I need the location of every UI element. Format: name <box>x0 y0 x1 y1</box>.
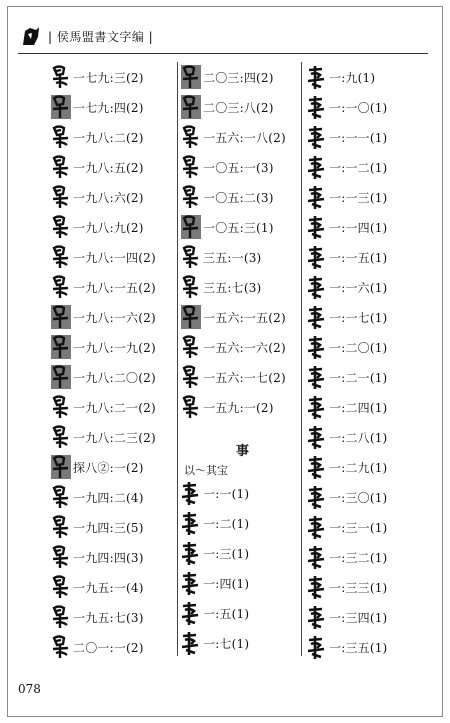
character-glyph-icon <box>306 604 328 630</box>
book-logo-icon <box>20 25 42 47</box>
index-entry <box>180 538 249 568</box>
character-glyph-icon <box>180 64 202 90</box>
source-reference: 一:三五(1) <box>329 640 388 655</box>
source-reference: 一:二四(1) <box>329 400 388 415</box>
source-reference: 一:一六(1) <box>329 280 388 295</box>
source-reference: 一九五:七(3) <box>73 610 144 625</box>
page-header <box>20 26 153 46</box>
source-reference: 一:二(1) <box>203 516 250 531</box>
index-entry <box>306 572 387 602</box>
index-entry <box>180 598 249 628</box>
character-glyph-icon <box>180 184 202 210</box>
index-entry <box>50 332 156 362</box>
character-glyph-icon <box>306 154 328 180</box>
index-entry <box>180 302 286 332</box>
index-entry <box>50 392 156 422</box>
character-glyph-icon <box>50 634 72 660</box>
source-reference: 一九四:三(5) <box>73 520 144 535</box>
index-entry <box>180 92 274 122</box>
character-glyph-icon <box>306 94 328 120</box>
character-glyph-icon <box>306 304 328 330</box>
character-glyph-icon <box>50 454 72 480</box>
index-entry <box>306 332 387 362</box>
character-glyph-icon <box>50 514 72 540</box>
column-divider <box>177 62 178 656</box>
character-glyph-icon <box>50 154 72 180</box>
index-entry <box>50 62 144 92</box>
source-reference: 一:一(1) <box>203 486 250 501</box>
index-entry <box>180 508 249 538</box>
index-entry <box>50 572 144 602</box>
source-reference: 一九八:二〇(2) <box>73 370 156 385</box>
index-entry <box>50 302 156 332</box>
source-reference: 一:一一(1) <box>329 130 388 145</box>
source-reference: 一:三(1) <box>203 546 250 561</box>
source-reference: 一九八:六(2) <box>73 190 144 205</box>
character-heading: 事 <box>236 444 250 459</box>
source-reference: 二〇三:八(2) <box>203 100 274 115</box>
character-glyph-icon <box>180 334 202 360</box>
source-reference: 一九八:一九(2) <box>73 340 156 355</box>
character-glyph-icon <box>306 454 328 480</box>
source-reference: 一:一二(1) <box>329 160 388 175</box>
index-entry <box>306 512 387 542</box>
character-glyph-icon <box>50 94 72 120</box>
page-number: 078 <box>18 682 41 696</box>
index-entry <box>180 152 274 182</box>
index-entry <box>306 272 387 302</box>
source-reference: 一九八:五(2) <box>73 160 144 175</box>
index-entry <box>306 632 387 662</box>
character-glyph-icon <box>306 514 328 540</box>
index-entry <box>50 452 144 482</box>
index-entry <box>50 422 156 452</box>
source-reference: 一五九:一(2) <box>203 400 274 415</box>
index-entry <box>50 272 156 302</box>
source-reference: 一五六:一五(2) <box>203 310 286 325</box>
source-reference: 一九八:二三(2) <box>73 430 156 445</box>
source-reference: 一:五(1) <box>203 606 250 621</box>
index-entry <box>180 392 274 422</box>
source-reference: 三五:一(3) <box>203 250 262 265</box>
source-reference: 一:七(1) <box>203 636 250 651</box>
index-entry <box>306 302 387 332</box>
source-reference: 一:一五(1) <box>329 250 388 265</box>
character-glyph-icon <box>180 570 202 596</box>
source-reference: 一九四:四(3) <box>73 550 144 565</box>
character-glyph-icon <box>180 510 202 536</box>
source-reference: 探八②:一(2) <box>73 460 144 475</box>
character-glyph-icon <box>50 394 72 420</box>
index-entry <box>306 182 387 212</box>
character-glyph-icon <box>306 124 328 150</box>
character-glyph-icon <box>180 364 202 390</box>
character-glyph-icon <box>50 424 72 450</box>
index-entry <box>50 152 144 182</box>
index-entry <box>50 122 144 152</box>
column-divider <box>301 62 302 656</box>
source-reference: 一:三三(1) <box>329 580 388 595</box>
character-glyph-icon <box>180 480 202 506</box>
character-glyph-icon <box>50 484 72 510</box>
character-glyph-icon <box>50 214 72 240</box>
index-entry <box>306 92 387 122</box>
source-reference: 一:二〇(1) <box>329 340 388 355</box>
character-glyph-icon <box>50 574 72 600</box>
index-entry <box>50 182 144 212</box>
character-glyph-icon <box>50 544 72 570</box>
character-glyph-icon <box>306 634 328 660</box>
index-entry <box>180 182 274 212</box>
source-reference: 一:二九(1) <box>329 460 388 475</box>
index-entry <box>50 212 144 242</box>
index-entry <box>306 62 375 92</box>
index-entry <box>180 568 249 598</box>
source-reference: 一:三四(1) <box>329 610 388 625</box>
character-glyph-icon <box>306 64 328 90</box>
source-reference: 一:三二(1) <box>329 550 388 565</box>
index-entry <box>180 122 286 152</box>
source-reference: 一九八:九(2) <box>73 220 144 235</box>
character-glyph-icon <box>306 424 328 450</box>
character-glyph-icon <box>180 304 202 330</box>
source-reference: 一:四(1) <box>203 576 250 591</box>
source-reference: 一:三〇(1) <box>329 490 388 505</box>
index-entry <box>50 242 156 272</box>
source-reference: 一〇五:一(3) <box>203 160 274 175</box>
character-glyph-icon <box>50 184 72 210</box>
index-entry <box>306 212 387 242</box>
source-reference: 一:一四(1) <box>329 220 388 235</box>
source-reference: 一九八:一五(2) <box>73 280 156 295</box>
character-glyph-icon <box>306 544 328 570</box>
character-glyph-icon <box>180 94 202 120</box>
index-entry <box>180 478 249 508</box>
usage-subheading: 以～其宝 <box>184 464 228 477</box>
index-entry <box>306 452 387 482</box>
source-reference: 一:三一(1) <box>329 520 388 535</box>
source-reference: 一九八:二(2) <box>73 130 144 145</box>
index-entry <box>306 362 387 392</box>
index-entry <box>50 362 156 392</box>
character-glyph-icon <box>180 540 202 566</box>
character-glyph-icon <box>50 124 72 150</box>
source-reference: 一:一〇(1) <box>329 100 388 115</box>
source-reference: 一九四:二(4) <box>73 490 144 505</box>
source-reference: 一五六:一六(2) <box>203 340 286 355</box>
index-entry <box>306 602 387 632</box>
character-glyph-icon <box>306 394 328 420</box>
character-glyph-icon <box>50 604 72 630</box>
index-entry <box>306 542 387 572</box>
source-reference: 一九八:二一(2) <box>73 400 156 415</box>
index-entry <box>180 242 261 272</box>
source-reference: 二〇三:四(2) <box>203 70 274 85</box>
character-glyph-icon <box>306 484 328 510</box>
character-glyph-icon <box>306 364 328 390</box>
source-reference: 一:一三(1) <box>329 190 388 205</box>
index-entry <box>50 542 144 572</box>
character-glyph-icon <box>50 274 72 300</box>
index-entry <box>180 62 274 92</box>
character-glyph-icon <box>180 394 202 420</box>
character-glyph-icon <box>306 214 328 240</box>
source-reference: 一五六:一七(2) <box>203 370 286 385</box>
character-glyph-icon <box>306 244 328 270</box>
source-reference: 一七九:四(2) <box>73 100 144 115</box>
book-title: | 侯馬盟書文字编 | <box>48 29 154 44</box>
index-entry <box>50 512 144 542</box>
source-reference: 一九八:一四(2) <box>73 250 156 265</box>
index-entry <box>306 422 387 452</box>
character-glyph-icon <box>50 244 72 270</box>
character-glyph-icon <box>180 214 202 240</box>
character-glyph-icon <box>50 364 72 390</box>
index-entry <box>180 628 249 658</box>
source-reference: 一七九:三(2) <box>73 70 144 85</box>
character-glyph-icon <box>180 600 202 626</box>
index-entry <box>50 602 144 632</box>
character-glyph-icon <box>180 154 202 180</box>
character-glyph-icon <box>306 574 328 600</box>
index-entry <box>180 332 286 362</box>
index-entry <box>180 272 261 302</box>
index-entry <box>306 152 387 182</box>
character-glyph-icon <box>180 630 202 656</box>
character-glyph-icon <box>180 124 202 150</box>
source-reference: 一:九(1) <box>329 70 376 85</box>
source-reference: 二〇一:一(2) <box>73 640 144 655</box>
source-reference: 三五:七(3) <box>203 280 262 295</box>
character-glyph-icon <box>50 64 72 90</box>
source-reference: 一:一七(1) <box>329 310 388 325</box>
source-reference: 一九八:一六(2) <box>73 310 156 325</box>
index-entry <box>306 392 387 422</box>
index-entry <box>306 242 387 272</box>
index-entry <box>50 632 144 662</box>
source-reference: 一:二八(1) <box>329 430 388 445</box>
source-reference: 一〇五:二(3) <box>203 190 274 205</box>
header-rule <box>18 53 428 54</box>
index-entry <box>180 362 286 392</box>
source-reference: 一九五:一(4) <box>73 580 144 595</box>
index-entry <box>50 92 144 122</box>
source-reference: 一五六:一八(2) <box>203 130 286 145</box>
index-entry <box>306 122 387 152</box>
index-entry <box>180 212 274 242</box>
character-glyph-icon <box>50 334 72 360</box>
character-glyph-icon <box>306 274 328 300</box>
character-glyph-icon <box>50 304 72 330</box>
source-reference: 一:二一(1) <box>329 370 388 385</box>
character-glyph-icon <box>306 334 328 360</box>
source-reference: 一〇五:三(1) <box>203 220 274 235</box>
character-glyph-icon <box>180 244 202 270</box>
character-glyph-icon <box>180 274 202 300</box>
character-glyph-icon <box>306 184 328 210</box>
index-entry <box>306 482 387 512</box>
index-entry <box>50 482 144 512</box>
